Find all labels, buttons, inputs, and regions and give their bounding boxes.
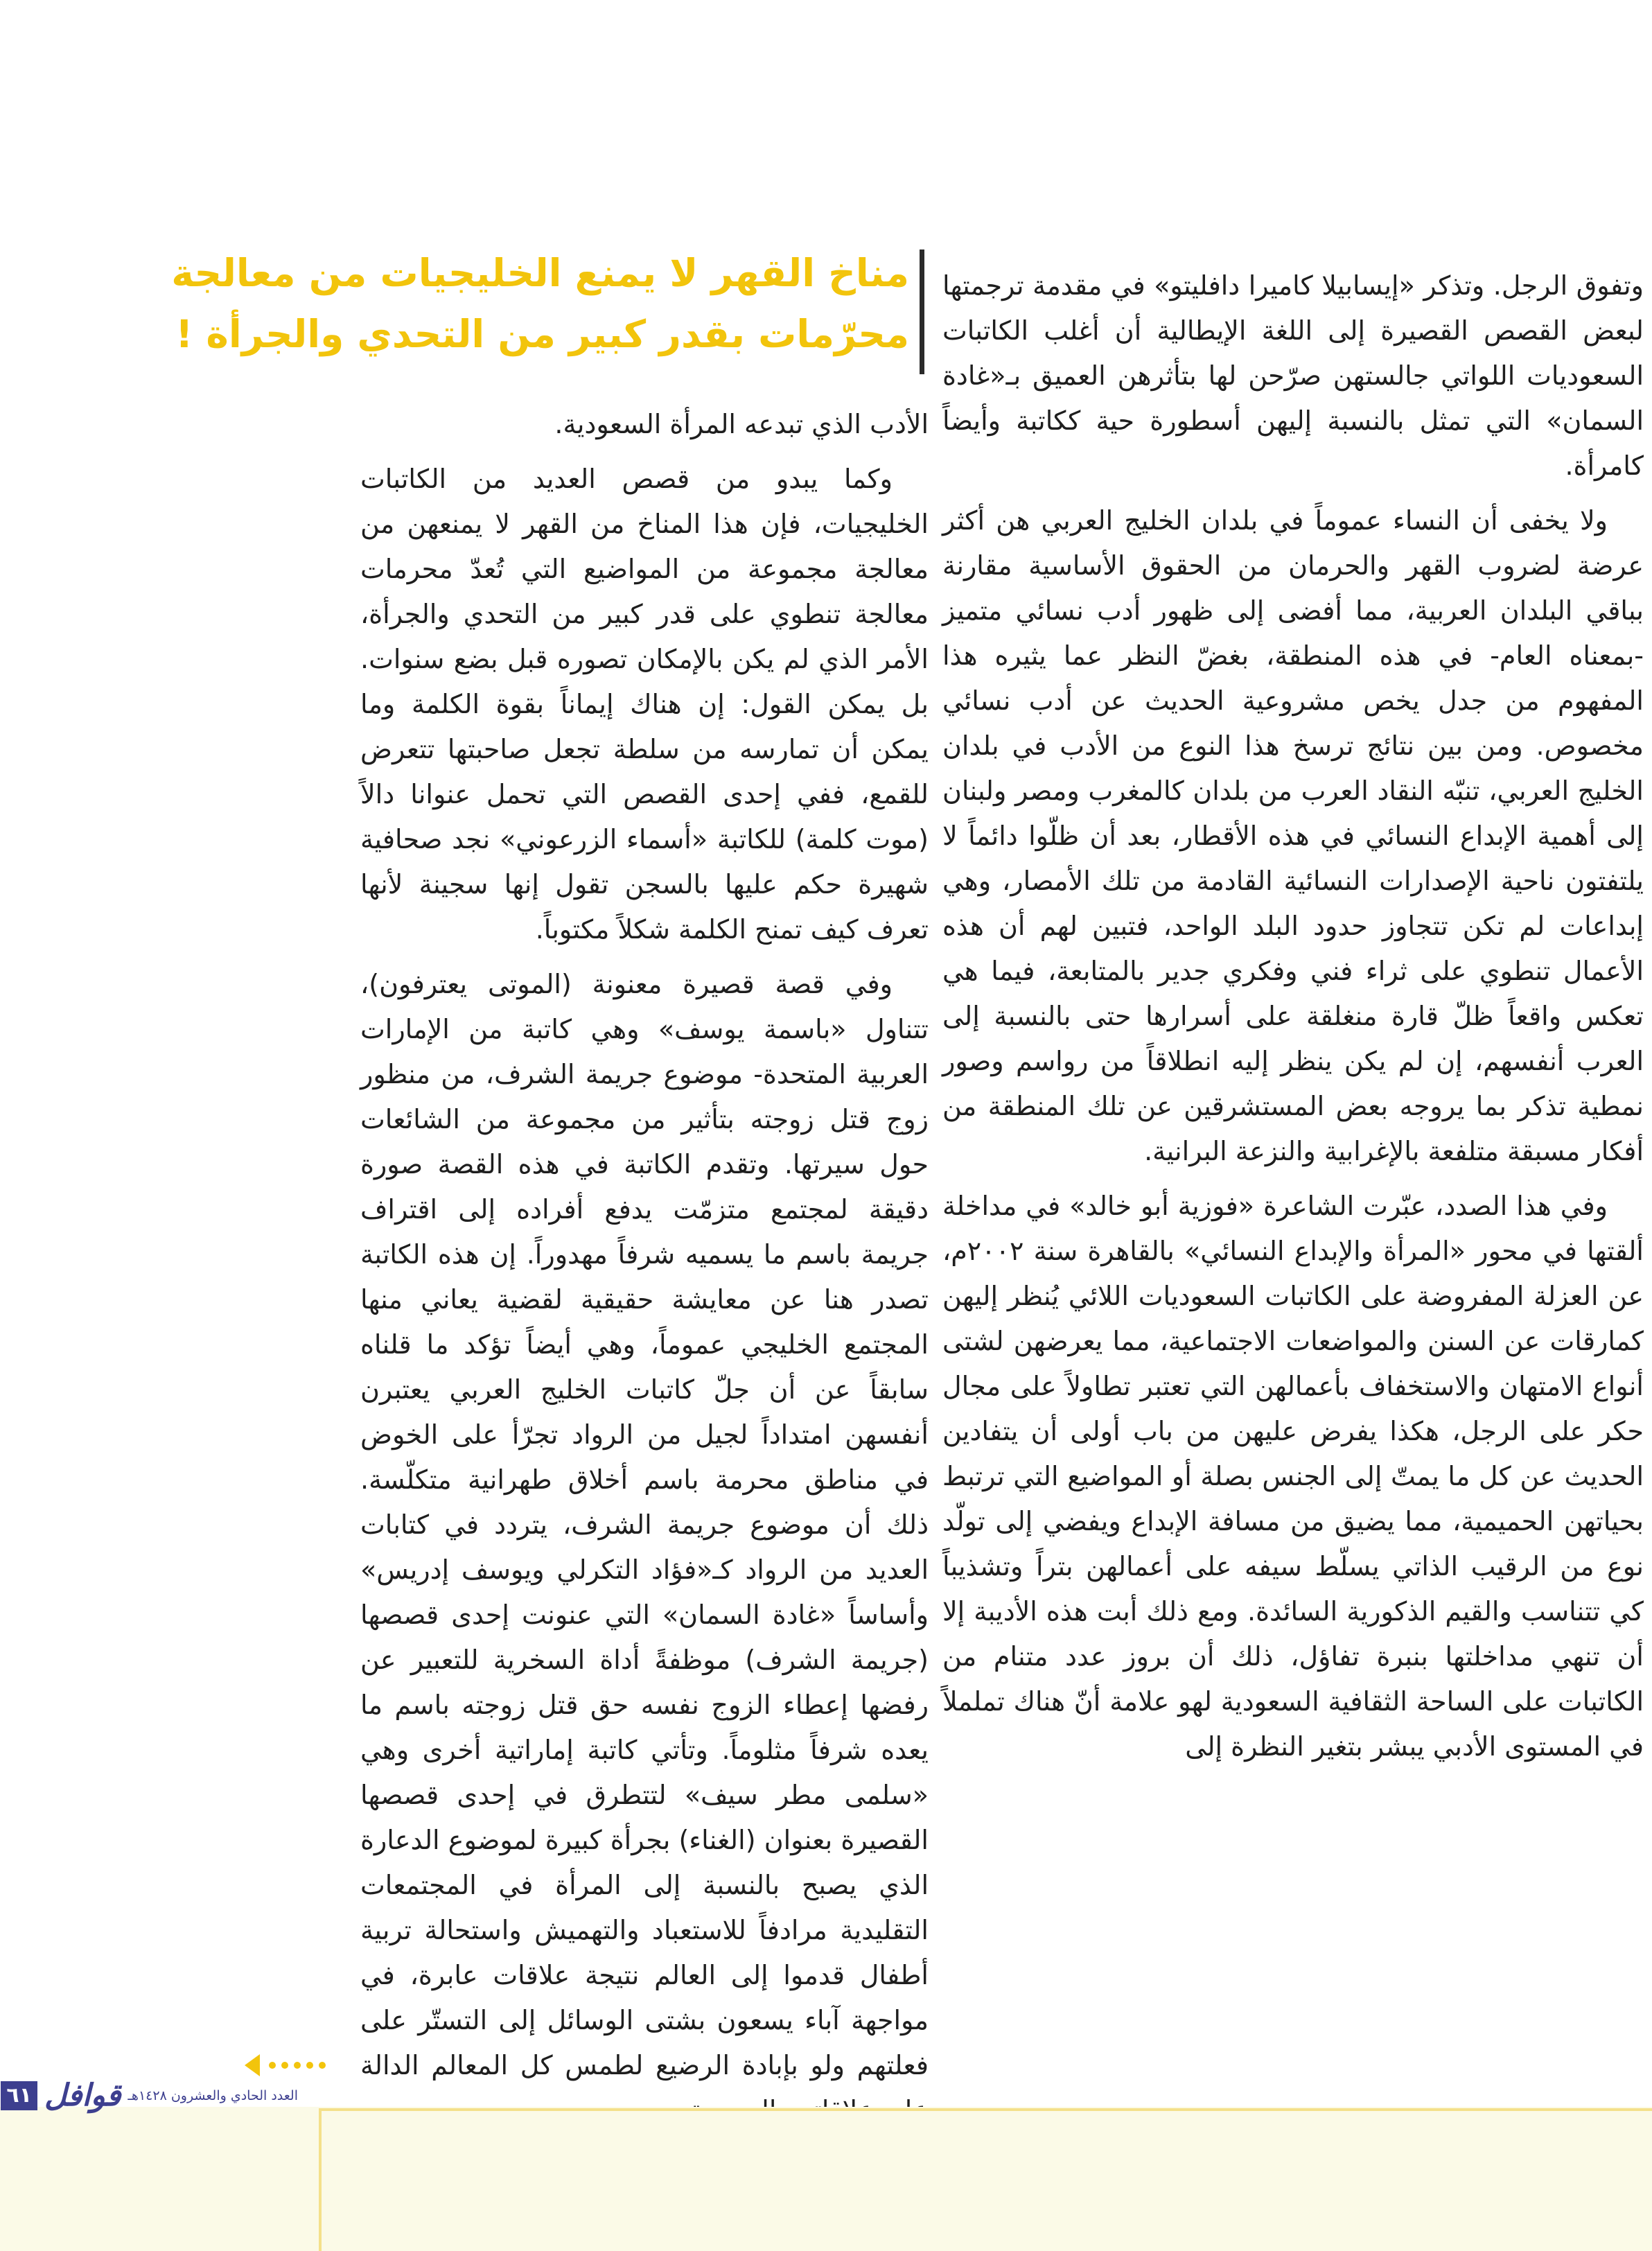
magazine-logo: قوافل (44, 2078, 121, 2113)
footer-divider (319, 2108, 1652, 2111)
paragraph: وتفوق الرجل. وتذكر «إيسابيلا كاميرا دافليتو» في مقدمة ترجمتها لبعض القصص القصيرة إلى اللغة الإيطالية أن أغلب الكاتبات السعوديات اللواتي جالستهن صرّحن لها بتأثرهن العميق بـ«غادة السمان» التي تمثل بالنسبة إليهن أسطورة حية ككاتبة وأيضاً كامرأة. (942, 270, 1644, 481)
headline-rule (920, 249, 924, 374)
footer-divider-vertical (319, 2108, 322, 2251)
issue-text: العدد الحادي والعشرون ١٤٢٨هـ (128, 2088, 298, 2103)
paragraph: وكما يبدو من قصص العديد من الكاتبات الخليجيات، فإن هذا المناخ من القهر لا يمنعهن من معالجة مجموعة من المواضيع التي تُعدّ محرمات معالجة تنطوي على قدر كبير من التحدي والجرأة، الأمر الذي لم يكن بالإمكان تصوره قبل بضع سنوات. بل يمكن القول: إن هناك إيماناً بقوة الكلمة وما يمكن أن تمارسه من سلطة تجعل صاحبتها تتعرض للقمع، ففي إحدى القصص التي تحمل عنوانا دالاً (موت كلمة) للكاتبة «أسماء الزرعوني» نجد صحافية شهيرة حكم عليها بالسجن تقول إنها سجينة لأنها تعرف كيف تمنح الكلمة شكلاً مكتوباً. (360, 464, 929, 945)
paragraph: ولا يخفى أن النساء عموماً في بلدان الخليج العربي هن أكثر عرضة لضروب القهر والحرمان من الحقوق الأساسية مقارنة بباقي البلدان العربية، مما أفضى إلى ظهور أدب نسائي متميز -بمعناه العام- في هذه المنطقة، بغضّ النظر عما يثيره هذا المفهوم من جدل يخص مشروعية الحديث عن أدب نسائي مخصوص. ومن بين نتائج ترسخ هذا النوع من الأدب في بلدان الخليج العربي، تنبّه النقاد العرب من بلدان كالمغرب ومصر ولبنان إلى أهمية الإبداع النسائي في هذه الأقطار، بعد أن ظلّوا دائماً لا يلتفتون ناحية الإصدارات النسائية القادمة من تلك الأمصار، وهي إبداعات لم تكن تتجاوز حدود البلد الواحد، فتبين لهم أن هذه الأعمال تنطوي على ثراء فني وفكري جدير بالمتابعة، فيما هي تعكس واقعاً ظلّ قارة منغلقة على أسرارها حتى بالنسبة إلى العرب أنفسهم، إن لم يكن ينظر إليه انطلاقاً من رواسم وصور نمطية تذكر بما يروجه بعض المستشرقين عن تلك المنطقة من أفكار مسبقة متلفعة بالإغرابية والنزعة البرانية. (942, 505, 1644, 1166)
headline (171, 243, 909, 365)
headline-line-2: محرّمات بقدر كبير من التحدي والجرأة ! (175, 312, 909, 356)
page-number: ٦١ (1, 2081, 37, 2110)
paragraph: وفي هذا الصدد، عبّرت الشاعرة «فوزية أبو خالد» في مداخلة ألقتها في محور «المرأة والإبداع النسائي» بالقاهرة سنة ٢٠٠٢م، عن العزلة المفروضة على الكاتبات السعوديات اللائي يُنظر إليهن كمارقات عن السنن والمواضعات الاجتماعية، مما يعرضهن لشتى أنواع الامتهان والاستخفاف بأعمالهن التي تعتبر تطاولاً على مجال حكر على الرجل، هكذا يفرض عليهن من باب أولى أن يتفادين الحديث عن كل ما يمتّ إلى الجنس بصلة أو المواضيع التي ترتبط بحياتهن الحميمية، مما يضيق من مسافة الإبداع ويفضي إلى تولّد نوع من الرقيب الذاتي يسلّط سيفه على أعمالهن بتراً وتشذيباً كي تتناسب والقيم الذكورية السائدة. ومع ذلك أبت هذه الأديبة إلا أن تنهي مداخلتها بنبرة تفاؤل، ذلك أن بروز عدد متنام من الكاتبات على الساحة الثقافية السعودية لهو علامة أنّ هناك تململاً في المستوى الأدبي يبشر بتغير النظرة إلى (942, 1191, 1644, 1762)
footer-band (0, 2107, 1652, 2251)
paragraph: وفي قصة قصيرة معنونة (الموتى يعترفون)، تتناول «باسمة يوسف» وهي كاتبة من الإمارات العربية المتحدة- موضوع جريمة الشرف، من منظور زوج قتل زوجته بتأثير من مجموعة من الشائعات حول سيرتها. وتقدم الكاتبة في هذه القصة صورة دقيقة لمجتمع متزمّت يدفع أفراده إلى اقتراف جريمة باسم ما يسميه شرفاً مهدوراً. إن هذه الكاتبة تصدر هنا عن معايشة حقيقية لقضية يعاني منها المجتمع الخليجي عموماً، وهي أيضاً تؤكد ما قلناه سابقاً عن أن جلّ كاتبات الخليج العربي يعتبرن أنفسهن امتداداً لجيل من الرواد تجرّأ على الخوض في مناطق محرمة باسم أخلاق طهرانية متكلّسة. ذلك أن موضوع جريمة الشرف، يتردد في كتابات العديد من الرواد كـ«فؤاد التكرلي ويوسف إدريس» وأساساً «غادة السمان» التي عنونت إحدى قصصها (جريمة الشرف) موظفةً أداة السخرية للتعبير عن رفضها إعطاء الزوج نفسه حق قتل زوجته باسم ما يعده شرفاً مثلوماً. وتأتي كاتبة إماراتية أخرى وهي «سلمى مطر سيف» لتتطرق في إحدى قصصها القصيرة بعنوان (الغناء) بجرأة كبيرة لموضوع الدعارة الذي يصبح بالنسبة إلى المرأة في المجتمعات التقليدية مرادفاً للاستعباد والتهميش واستحالة تربية أطفال قدموا إلى العالم نتيجة علاقات عابرة، في مواجهة آباء يسعون بشتى الوسائل إلى التستّر على فعلتهم ولو بإبادة الرضيع لطمس كل المعالم الدالة (360, 969, 929, 2081)
footer-issue-info (6, 2078, 298, 2113)
paragraph: الأدب الذي تبدعه المرأة السعودية. (554, 409, 929, 439)
headline-line-1: مناخ القهر لا يمنع الخليجيات من معالجة (171, 251, 909, 295)
article-column-right (942, 263, 1644, 2079)
article-column-left (360, 402, 929, 2079)
